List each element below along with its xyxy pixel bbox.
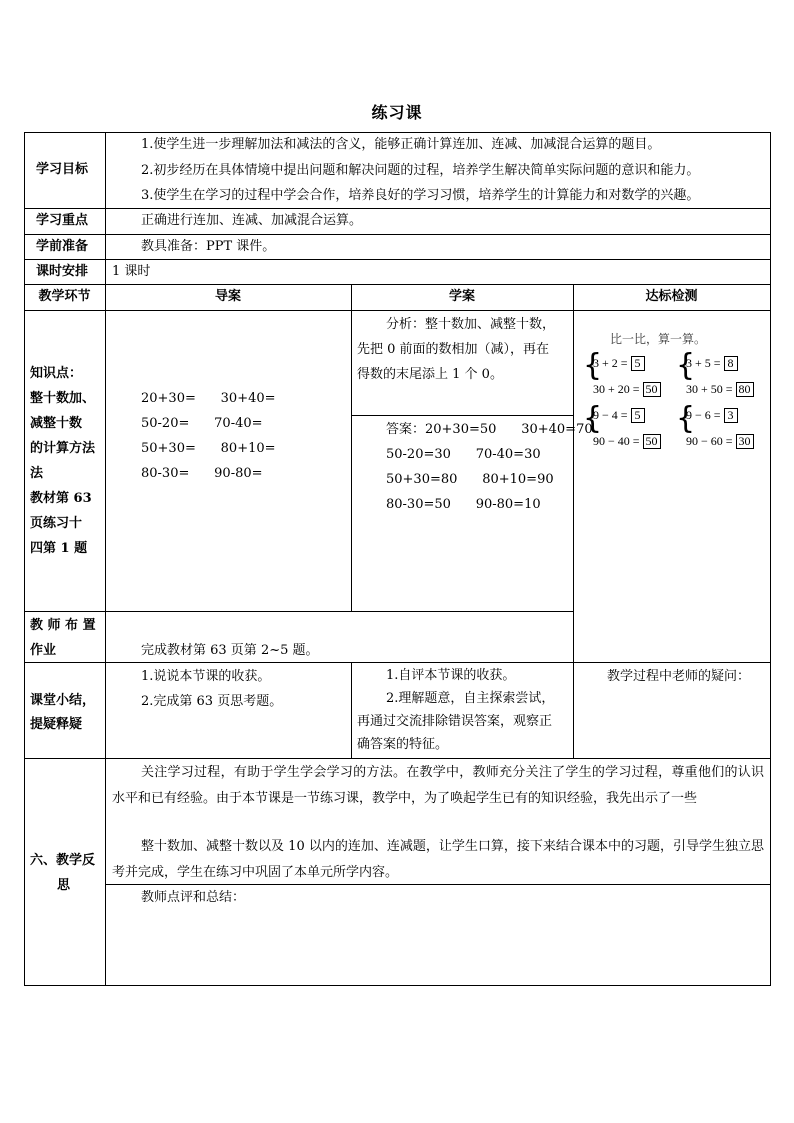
page-title: 练习课: [371, 103, 423, 122]
knowledge-label-line: 知识点：: [30, 366, 83, 381]
brace-icon: {: [676, 348, 696, 383]
knowledge-label-line: 页练习十: [30, 516, 83, 531]
guide-exercise-line: 80-30= 90-80=: [141, 466, 263, 481]
answer-line: 80-30=50 90-80=10: [386, 497, 541, 512]
summary-study-line: 确答案的特征。: [357, 737, 449, 752]
summary-study-line: 再通过交流排除错误答案，观察正: [357, 714, 553, 729]
analysis-line: 分析：整十数加、减整十数，: [386, 317, 556, 332]
header-step: 教学环节: [38, 289, 91, 304]
analysis-line: 先把 0 前面的数相加（减），再在: [357, 342, 550, 357]
answer-line: 50+30=80 80+10=90: [386, 472, 554, 487]
summary-check-text: 教学过程中老师的疑问：: [607, 669, 751, 684]
guide-exercise-line: 20+30= 30+40=: [141, 391, 276, 406]
header-guide: 导案: [214, 289, 241, 304]
schedule-text: 1 课时: [112, 264, 151, 279]
goal-item-2: 2.初步经历在具体情境中提出问题和解决问题的过程，培养学生解决简单实际问题的意识和能力。: [141, 163, 700, 178]
summary-label: 课堂小结，: [30, 693, 96, 708]
summary-guide-line: 2.完成第 63 页思考题。: [141, 694, 283, 709]
knowledge-label-line: 的计算方法: [30, 441, 96, 456]
header-study: 学案: [448, 289, 475, 304]
knowledge-label-line: 减整十数: [30, 416, 83, 431]
key-point-label: 学习重点: [36, 213, 89, 228]
check-item: 9 − 4 = 5: [593, 408, 645, 423]
preparation-label: 学前准备: [36, 239, 89, 254]
summary-guide-line: 1.说说本节课的收获。: [141, 669, 271, 684]
knowledge-label-line: 整十数加、: [30, 391, 96, 406]
answer-line: 50-20=30 70-40=30: [386, 447, 541, 462]
check-item: 3 + 2 = 5: [593, 356, 645, 371]
check-item: 90 − 60 = 30: [686, 434, 754, 449]
summary-study-line: 2.理解题意，自主探索尝试，: [386, 691, 555, 706]
reflection-paragraph-1: 关注学习过程，有助于学生学会学习的方法。在教学中，教师充分关注了学生的学习过程，尊重他们的认识水平和已有经验。由于本节课是一节练习课，教学中，为了唤起学生已有的知识经验，我先出示了一些: [112, 765, 764, 806]
guide-exercise-line: 50+30= 80+10=: [141, 441, 276, 456]
check-item: 30 + 50 = 80: [686, 382, 754, 397]
check-item: 30 + 20 = 50: [593, 382, 661, 397]
homework-text: 完成教材第 63 页第 2~5 题。: [141, 643, 319, 658]
knowledge-label-line: 教材第 63: [30, 491, 92, 506]
brace-icon: {: [583, 401, 603, 436]
knowledge-label-line: 法: [30, 466, 44, 481]
reflection-paragraph-2: 整十数加、减整十数以及 10 以内的连加、连减题，让学生口算，接下来结合课本中的习题，引导学生独立思考并完成，学生在练习中巩固了本单元所学内容。: [112, 839, 764, 880]
knowledge-label-line: 四第 1 题: [30, 541, 88, 556]
answer-line: 答案：20+30=50 30+40=70: [386, 422, 593, 437]
reflection-label: 六、教学反: [30, 853, 96, 868]
summary-label-2: 提疑释疑: [30, 717, 83, 732]
header-check: 达标检测: [645, 289, 698, 304]
brace-icon: {: [676, 401, 696, 436]
reflection-label-2: 思: [57, 878, 71, 893]
check-item: 90 − 40 = 50: [593, 434, 661, 449]
teacher-comment: 教师点评和总结：: [141, 890, 246, 905]
guide-exercise-line: 50-20= 70-40=: [141, 416, 263, 431]
key-point-text: 正确进行连加、连减、加减混合运算。: [141, 213, 363, 228]
preparation-text: 教具准备：PPT 课件。: [141, 239, 276, 254]
summary-study-line: 1.自评本节课的收获。: [386, 668, 516, 683]
goals-label: 学习目标: [36, 162, 89, 177]
analysis-line: 得数的末尾添上 1 个 0。: [357, 367, 503, 382]
schedule-label: 课时安排: [36, 264, 89, 279]
homework-label: 教 师 布 置: [30, 618, 96, 633]
check-item: 3 + 5 = 8: [686, 356, 738, 371]
goal-item-1: 1.使学生进一步理解加法和减法的含义，能够正确计算连加、连减、加减混合运算的题目。: [141, 137, 661, 152]
check-item: 9 − 6 = 3: [686, 408, 738, 423]
brace-icon: {: [583, 348, 603, 383]
homework-label-2: 作业: [30, 643, 57, 658]
check-caption: 比一比，算一算。: [610, 332, 707, 346]
goal-item-3: 3.使学生在学习的过程中学会合作，培养良好的学习习惯，培养学生的计算能力和对数学的兴趣。: [141, 188, 700, 203]
